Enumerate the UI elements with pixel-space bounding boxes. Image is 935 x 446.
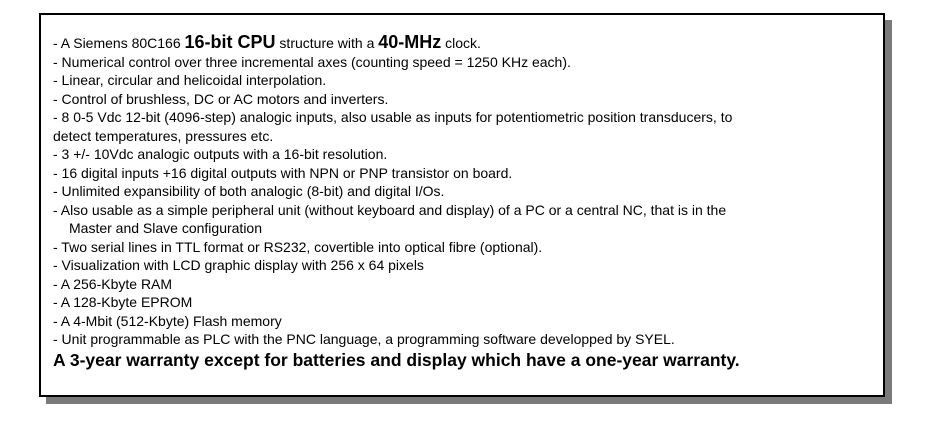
feature-eprom: - A 128-Kbyte EPROM (53, 294, 193, 310)
feature-analog-inputs: - 8 0-5 Vdc 12-bit (4096-step) analogic inputs, also usable as inputs for potentiometric position transducers, to (53, 109, 733, 125)
feature-cpu-bits: 16-bit CPU (184, 32, 276, 52)
feature-plc: - Unit programmable as PLC with the PNC language, a programming software developped by SYEL. (53, 331, 675, 347)
feature-peripheral: - Also usable as a simple peripheral unit (without keyboard and display) of a PC or a central NC, that is in the (53, 201, 727, 218)
feature-display: - Visualization with LCD graphic display with 256 x 64 pixels (53, 257, 424, 273)
feature-peripheral-cont: Master and Slave configuration (69, 220, 262, 236)
feature-cpu-post: clock. (441, 35, 481, 51)
feature-motors: - Control of brushless, DC or AC motors and inverters. (53, 90, 389, 107)
feature-analog-outputs: - 3 +/- 10Vdc analogic outputs with a 16-bit resolution. (53, 146, 388, 162)
feature-box (39, 13, 885, 397)
feature-cpu-clock: 40-MHz (378, 32, 442, 52)
feature-cpu-pre: - A Siemens 80C166 (53, 35, 185, 51)
feature-list (53, 33, 873, 371)
feature-axes: - Numerical control over three incremental axes (counting speed = 1250 KHz each). (53, 53, 571, 70)
feature-flash: - A 4-Mbit (512-Kbyte) Flash memory (53, 312, 282, 329)
warranty-note: A 3-year warranty except for batteries and display which have a one-year warranty. (53, 349, 740, 370)
feature-cpu (53, 33, 873, 53)
feature-digital-io: - 16 digital inputs +16 digital outputs with NPN or PNP transistor on board. (53, 164, 513, 181)
feature-serial: - Two serial lines in TTL format or RS232, covertible into optical fibre (optional). (53, 238, 543, 255)
feature-ram: - A 256-Kbyte RAM (53, 275, 173, 292)
feature-expansibility: - Unlimited expansibility of both analogic (8-bit) and digital I/Os. (53, 183, 445, 199)
feature-analog-inputs-cont: detect temperatures, pressures etc. (53, 127, 274, 144)
feature-interpolation: - Linear, circular and helicoidal interpolation. (53, 72, 327, 88)
feature-cpu-mid: structure with a (275, 35, 379, 51)
